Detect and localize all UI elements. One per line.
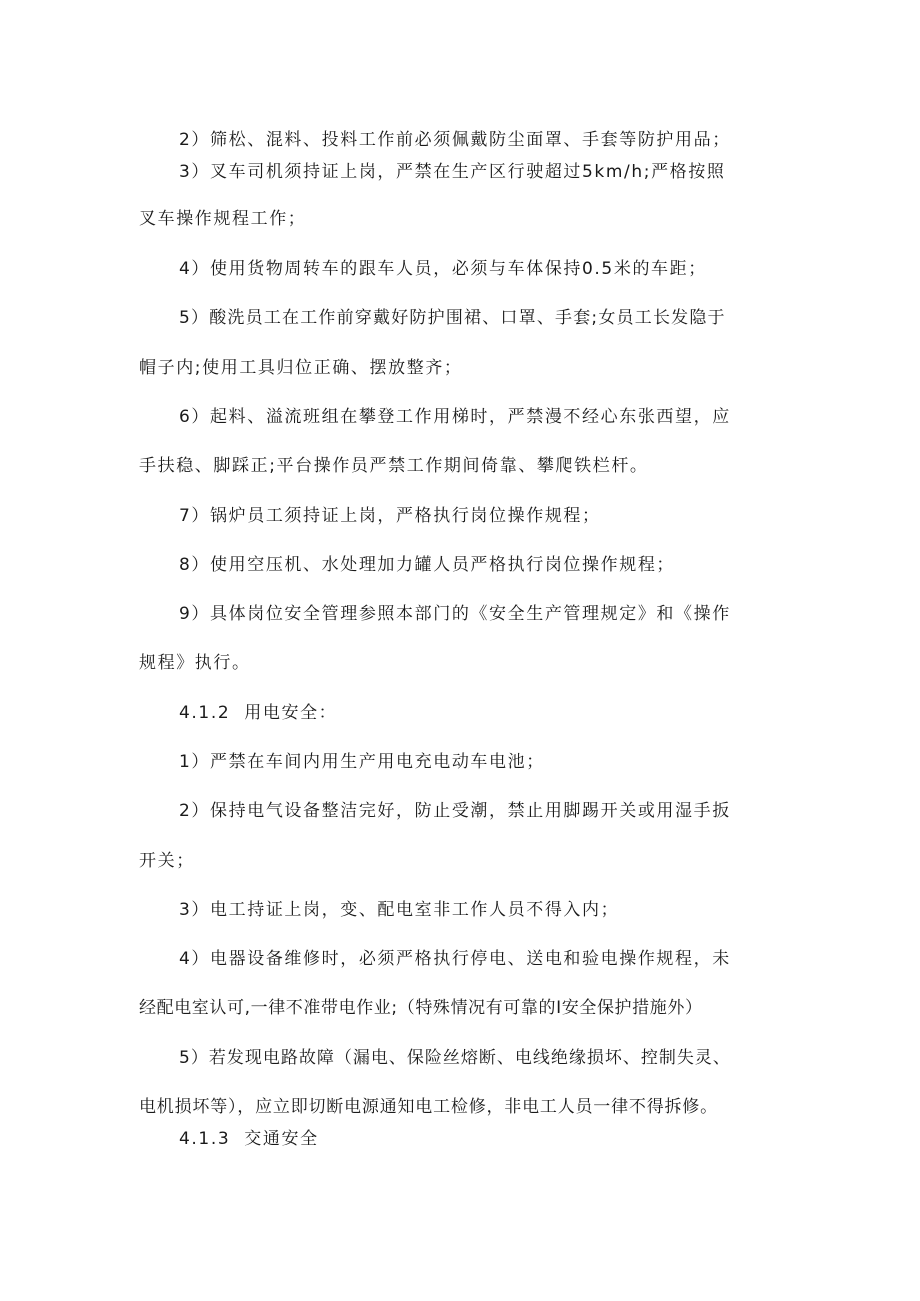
text-line-4: 4）使用货物周转车的跟车人员，必须与车体保持0.5米的车距；: [179, 259, 707, 279]
text-line-16: 开关；: [139, 851, 195, 871]
text-line-2: 3）叉车司机须持证上岗，严禁在生产区行驶超过5km/h;严格按照: [179, 162, 726, 182]
text-line-6: 帽子内;使用工具归位正确、摆放整齐；: [139, 358, 463, 378]
text-line-17: 3）电工持证上岗，变、配电室非工作人员不得入内；: [179, 900, 620, 920]
text-line-14: 1）严禁在车间内用生产用电充电动车电池；: [179, 752, 545, 772]
section-heading-4-1-3: 4.1.3 交通安全: [179, 1129, 319, 1149]
text-line-19: 经配电室认可,一律不准带电作业;（特殊情况有可靠的I安全保护措施外）: [139, 998, 703, 1018]
text-line-7: 6）起料、溢流班组在攀登工作用梯时，严禁漫不经心东张西望，应: [179, 407, 731, 427]
text-line-5: 5）酸洗员工在工作前穿戴好防护围裙、口罩、手套;女员工长发隐于: [179, 308, 726, 328]
text-line-21: 电机损坏等），应立即切断电源通知电工检修，非电工人员一律不得拆修。: [139, 1097, 718, 1117]
text-line-9: 7）锅炉员工须持证上岗，严格执行岗位操作规程；: [179, 506, 601, 526]
text-line-15: 2）保持电气设备整洁完好，防止受潮，禁止用脚踢开关或用湿手扳: [179, 801, 731, 821]
text-line-1: 2）筛松、混料、投料工作前必须佩戴防尘面罩、手套等防护用品；: [179, 130, 731, 150]
text-line-3: 叉车操作规程工作；: [139, 209, 307, 229]
text-line-12: 规程》执行。: [139, 653, 251, 673]
section-heading-4-1-2: 4.1.2 用电安全：: [179, 703, 338, 723]
text-line-8: 手扶稳、脚踩正;平台操作员严禁工作期间倚靠、攀爬铁栏杆。: [139, 456, 649, 476]
text-line-10: 8）使用空压机、水处理加力罐人员严格执行岗位操作规程；: [179, 555, 676, 575]
text-line-18: 4）电器设备维修时，必须严格执行停电、送电和验电操作规程，未: [179, 949, 731, 969]
text-line-20: 5）若发现电路故障（漏电、保险丝熔断、电线绝缘损坏、控制失灵、: [179, 1048, 731, 1068]
text-line-11: 9）具体岗位安全管理参照本部门的《安全生产管理规定》和《操作: [179, 604, 731, 624]
